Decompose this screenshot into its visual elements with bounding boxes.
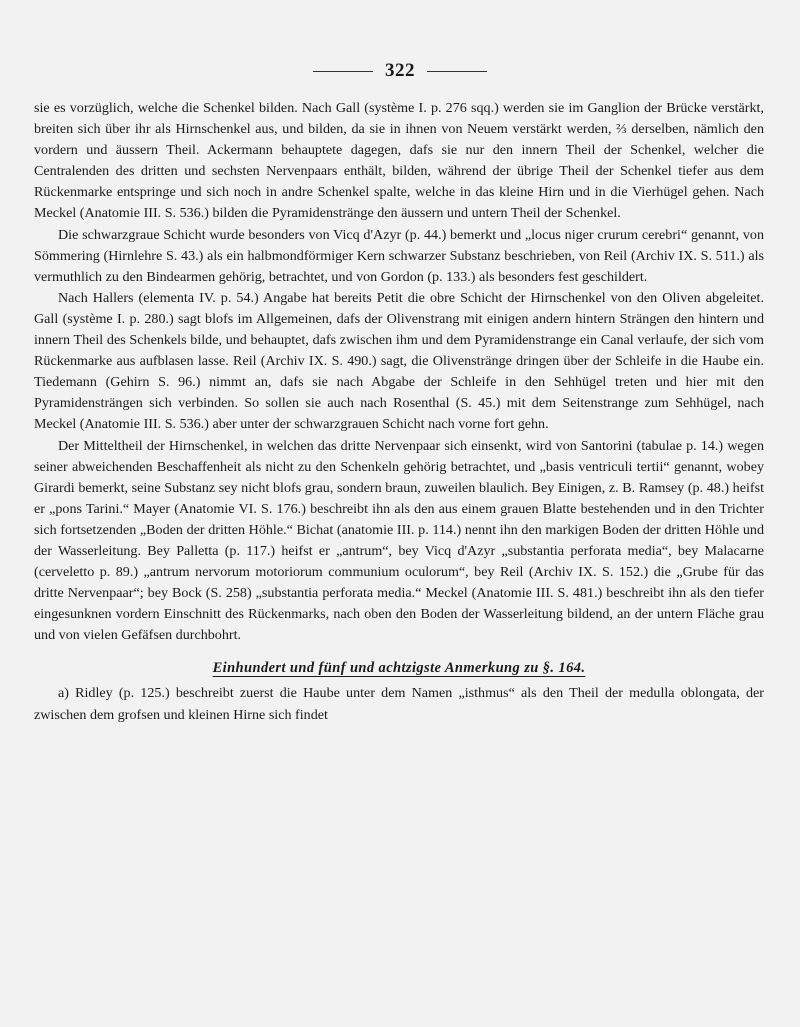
section-paragraph: a) Ridley (p. 125.) beschreibt zuerst die Haube unter dem Namen „isthmus“ als den Theil der medulla oblongata, der zwischen dem grofsen und kleinen Hirne sich findet	[34, 685, 764, 723]
header-rule-left	[313, 71, 373, 72]
page-number: 322	[385, 60, 415, 81]
paragraph-continued: sie es vorzüglich, welche die Schenkel bilden. Nach Gall (système I. p. 276 sqq.) werden sie im Ganglion der Brücke verstärkt, breiten sich über ihr als Hirnschenkel aus, und bilden, da sie in ihnen von Neuem verstärkt werden, ⅔ derselben, nämlich den vordern und äussern Theil. Ackermann behauptete dagegen, dafs sie nur den innern Theil der Schenkel, welcher die Centralenden des dritten und sechsten Nervenpaars enthält, bilden, während der übrige Theil der Schenkel tiefer aus dem Rückenmarke entspringe und sich noch in andre Schenkel spalte, welche in das kleine Hirn und in die Vierhügel gehen. Nach Meckel (Anatomie III. S. 536.) bilden die Pyramidenstränge den äussern und untern Theil der Schenkel.	[34, 100, 764, 222]
page-body	[34, 98, 764, 726]
paragraph: Der Mitteltheil der Hirnschenkel, in welchen das dritte Nervenpaar sich einsenkt, wird von Santorini (tabulae p. 14.) wegen seiner abweichenden Beschaffenheit als nicht zu den Schenkeln gehörig betrachtet, und „basis ventriculi tertii“ genannt, wobey Girardi bemerkt, seine Substanz sey nicht blofs grau, sondern braun, zuweilen blaulich. Bey Einigen, z. B. Ramsey (p. 48.) heifst er „pons Tarini.“ Mayer (Anatomie VI. S. 176.) beschreibt ihn als den aus einem grauen Blatte bestehenden und in den Trichter sich fortsetzenden „Boden der dritten Höhle.“ Bichat (anatomie III. p. 114.) nennt ihn den markigen Boden der dritten Höhle und der Wasserleitung. Bey Palletta (p. 117.) heifst er „antrum“, bey Vicq d'Azyr „substantia perforata media“, bey Malacarne (cerveletto p. 89.) „antrum nervorum motoriorum communium oculorum“, bey Reil (Archiv IX. S. 152.) die „Grube für das dritte Nervenpaar“; bey Bock (S. 258) „substantia perforata media.“ Meckel (Anatomie III. S. 481.) beschreibt ihn als den tiefer eingesunknen vordern Einschnitt des Rückenmarks, nach oben den Boden der Wasserleitung bildend, an der untern Fläche grau und von vielen Gefäfsen durchbohrt.	[34, 437, 764, 644]
paragraph: Die schwarzgraue Schicht wurde besonders von Vicq d'Azyr (p. 44.) bemerkt und „locus niger crurum cerebri“ genannt, von Sömmering (Hirnlehre S. 43.) als ein halbmondförmiger Kern schwarzer Substanz beschrieben, von Reil (Archiv IX. S. 511.) als vermuthlich zu den Bindearmen gehörig, betrachtet, und von Gordon (p. 133.) als besonders fest geschildert.	[34, 226, 764, 285]
paragraph: Nach Hallers (elementa IV. p. 54.) Angabe hat bereits Petit die obre Schicht der Hirnschenkel von den Oliven abgeleitet. Gall (système I. p. 280.) sagt blofs im Allgemeinen, dafs der Olivenstrang mit einigen andern hintern Strängen den hintern und innern Theil des Schenkels bilde, und behauptet, dafs zwischen ihm und dem Pyramidenstrange ein Canal verlaufe, der sich vom Rückenmarke aus aufblasen lasse. Reil (Archiv IX. S. 490.) sagt, die Olivenstränge dringen über der Schleife in die Haube ein. Tiedemann (Gehirn S. 96.) nimmt an, dafs sie nach Abgabe der Schleife in den Sehhügel treten und hier mit den Pyramidensträngen sich verbinden. So sollen sie auch nach Rosenthal (S. 45.) mit dem Seitenstrange zum Sehhügel, nach Meckel (Anatomie III. S. 536.) aber unter der schwarzgrauen Schicht nach vorne fort gehn.	[34, 289, 764, 433]
page-header	[0, 60, 800, 82]
section-heading: Einhundert und fünf und achtzigste Anmerkung zu §. 164.	[212, 660, 586, 677]
header-rule-right	[427, 71, 487, 72]
